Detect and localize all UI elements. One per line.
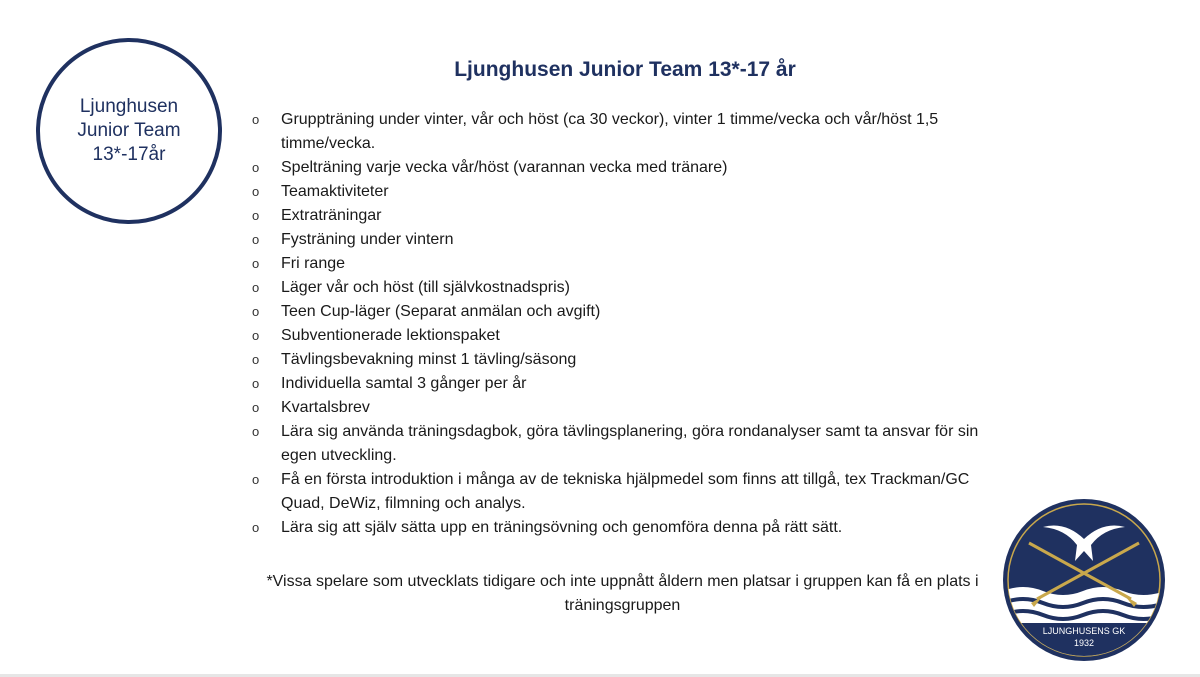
bullet-marker: o	[252, 256, 260, 271]
list-item	[252, 204, 982, 228]
list-item-text: Spelträning varje vecka vår/höst (varannan vecka med tränare)	[281, 159, 728, 176]
bullet-marker: o	[252, 208, 260, 223]
list-item	[252, 396, 982, 420]
list-item-text: Extraträningar	[281, 207, 382, 224]
bullet-marker: o	[252, 520, 260, 535]
bullet-marker: o	[252, 472, 260, 487]
bullet-marker: o	[252, 112, 260, 127]
list-item	[252, 156, 982, 180]
list-item	[252, 468, 982, 516]
badge-line: Ljunghusen	[79, 96, 179, 117]
bullet-marker: o	[252, 352, 260, 367]
page-title: Ljunghusen Junior Team 13*-17 år	[454, 58, 796, 81]
bullet-marker: o	[252, 400, 260, 415]
list-item-text: Lära sig att själv sätta upp en träningsövning och genomföra denna på rätt sätt.	[281, 519, 843, 536]
bullet-marker: o	[252, 304, 260, 319]
list-item-text: Fysträning under vintern	[281, 231, 454, 248]
list-item-text: Individuella samtal 3 gånger per år	[281, 375, 527, 392]
logo-year: 1932	[1073, 638, 1095, 648]
list-item	[252, 516, 982, 540]
bullet-marker: o	[252, 424, 260, 439]
footnote: *Vissa spelare som utvecklats tidigare och inte uppnått åldern men platsar i gruppen kan få en plats i träningsgruppen	[266, 573, 979, 614]
list-item-text: Fri range	[281, 255, 346, 272]
list-item	[252, 348, 982, 372]
list-item	[252, 324, 982, 348]
logo-club-name: LJUNGHUSENS GK	[1042, 626, 1126, 636]
list-item	[252, 276, 982, 300]
list-item-text: Kvartalsbrev	[281, 399, 370, 416]
list-item-text: Teen Cup-läger (Separat anmälan och avgift)	[281, 303, 601, 320]
list-item	[252, 108, 982, 156]
bullet-marker: o	[252, 232, 260, 247]
list-item	[252, 420, 982, 468]
benefits-list	[252, 108, 982, 540]
badge-line: 13*-17år	[92, 144, 166, 165]
bullet-marker: o	[252, 184, 260, 199]
list-item-text: Läger vår och höst (till självkostnadspris)	[281, 279, 571, 296]
list-item-text: Lära sig använda träningsdagbok, göra tävlingsplanering, göra rondanalyser samt ta ansvar för sin egen utveckling.	[281, 423, 979, 464]
list-item-text: Teamaktiviteter	[281, 183, 389, 200]
bullet-marker: o	[252, 328, 260, 343]
list-item-text: Subventionerade lektionspaket	[281, 327, 500, 344]
list-item	[252, 180, 982, 204]
list-item	[252, 252, 982, 276]
list-item-text: Gruppträning under vinter, vår och höst (ca 30 veckor), vinter 1 timme/vecka och vår/höst 1,5 timme/vecka.	[281, 111, 939, 152]
badge-line: Junior Team	[77, 120, 181, 141]
list-item-text: Få en första introduktion i många av de tekniska hjälpmedel som finns att tillgå, tex Trackman/GC Quad, DeWiz, filmning och analys.	[281, 471, 970, 512]
list-item	[252, 300, 982, 324]
bullet-marker: o	[252, 376, 260, 391]
list-item	[252, 228, 982, 252]
list-item-text: Tävlingsbevakning minst 1 tävling/säsong	[281, 351, 577, 368]
bullet-marker: o	[252, 160, 260, 175]
club-logo	[1003, 499, 1165, 661]
list-item	[252, 372, 982, 396]
bullet-marker: o	[252, 280, 260, 295]
team-badge-circle	[36, 38, 222, 224]
